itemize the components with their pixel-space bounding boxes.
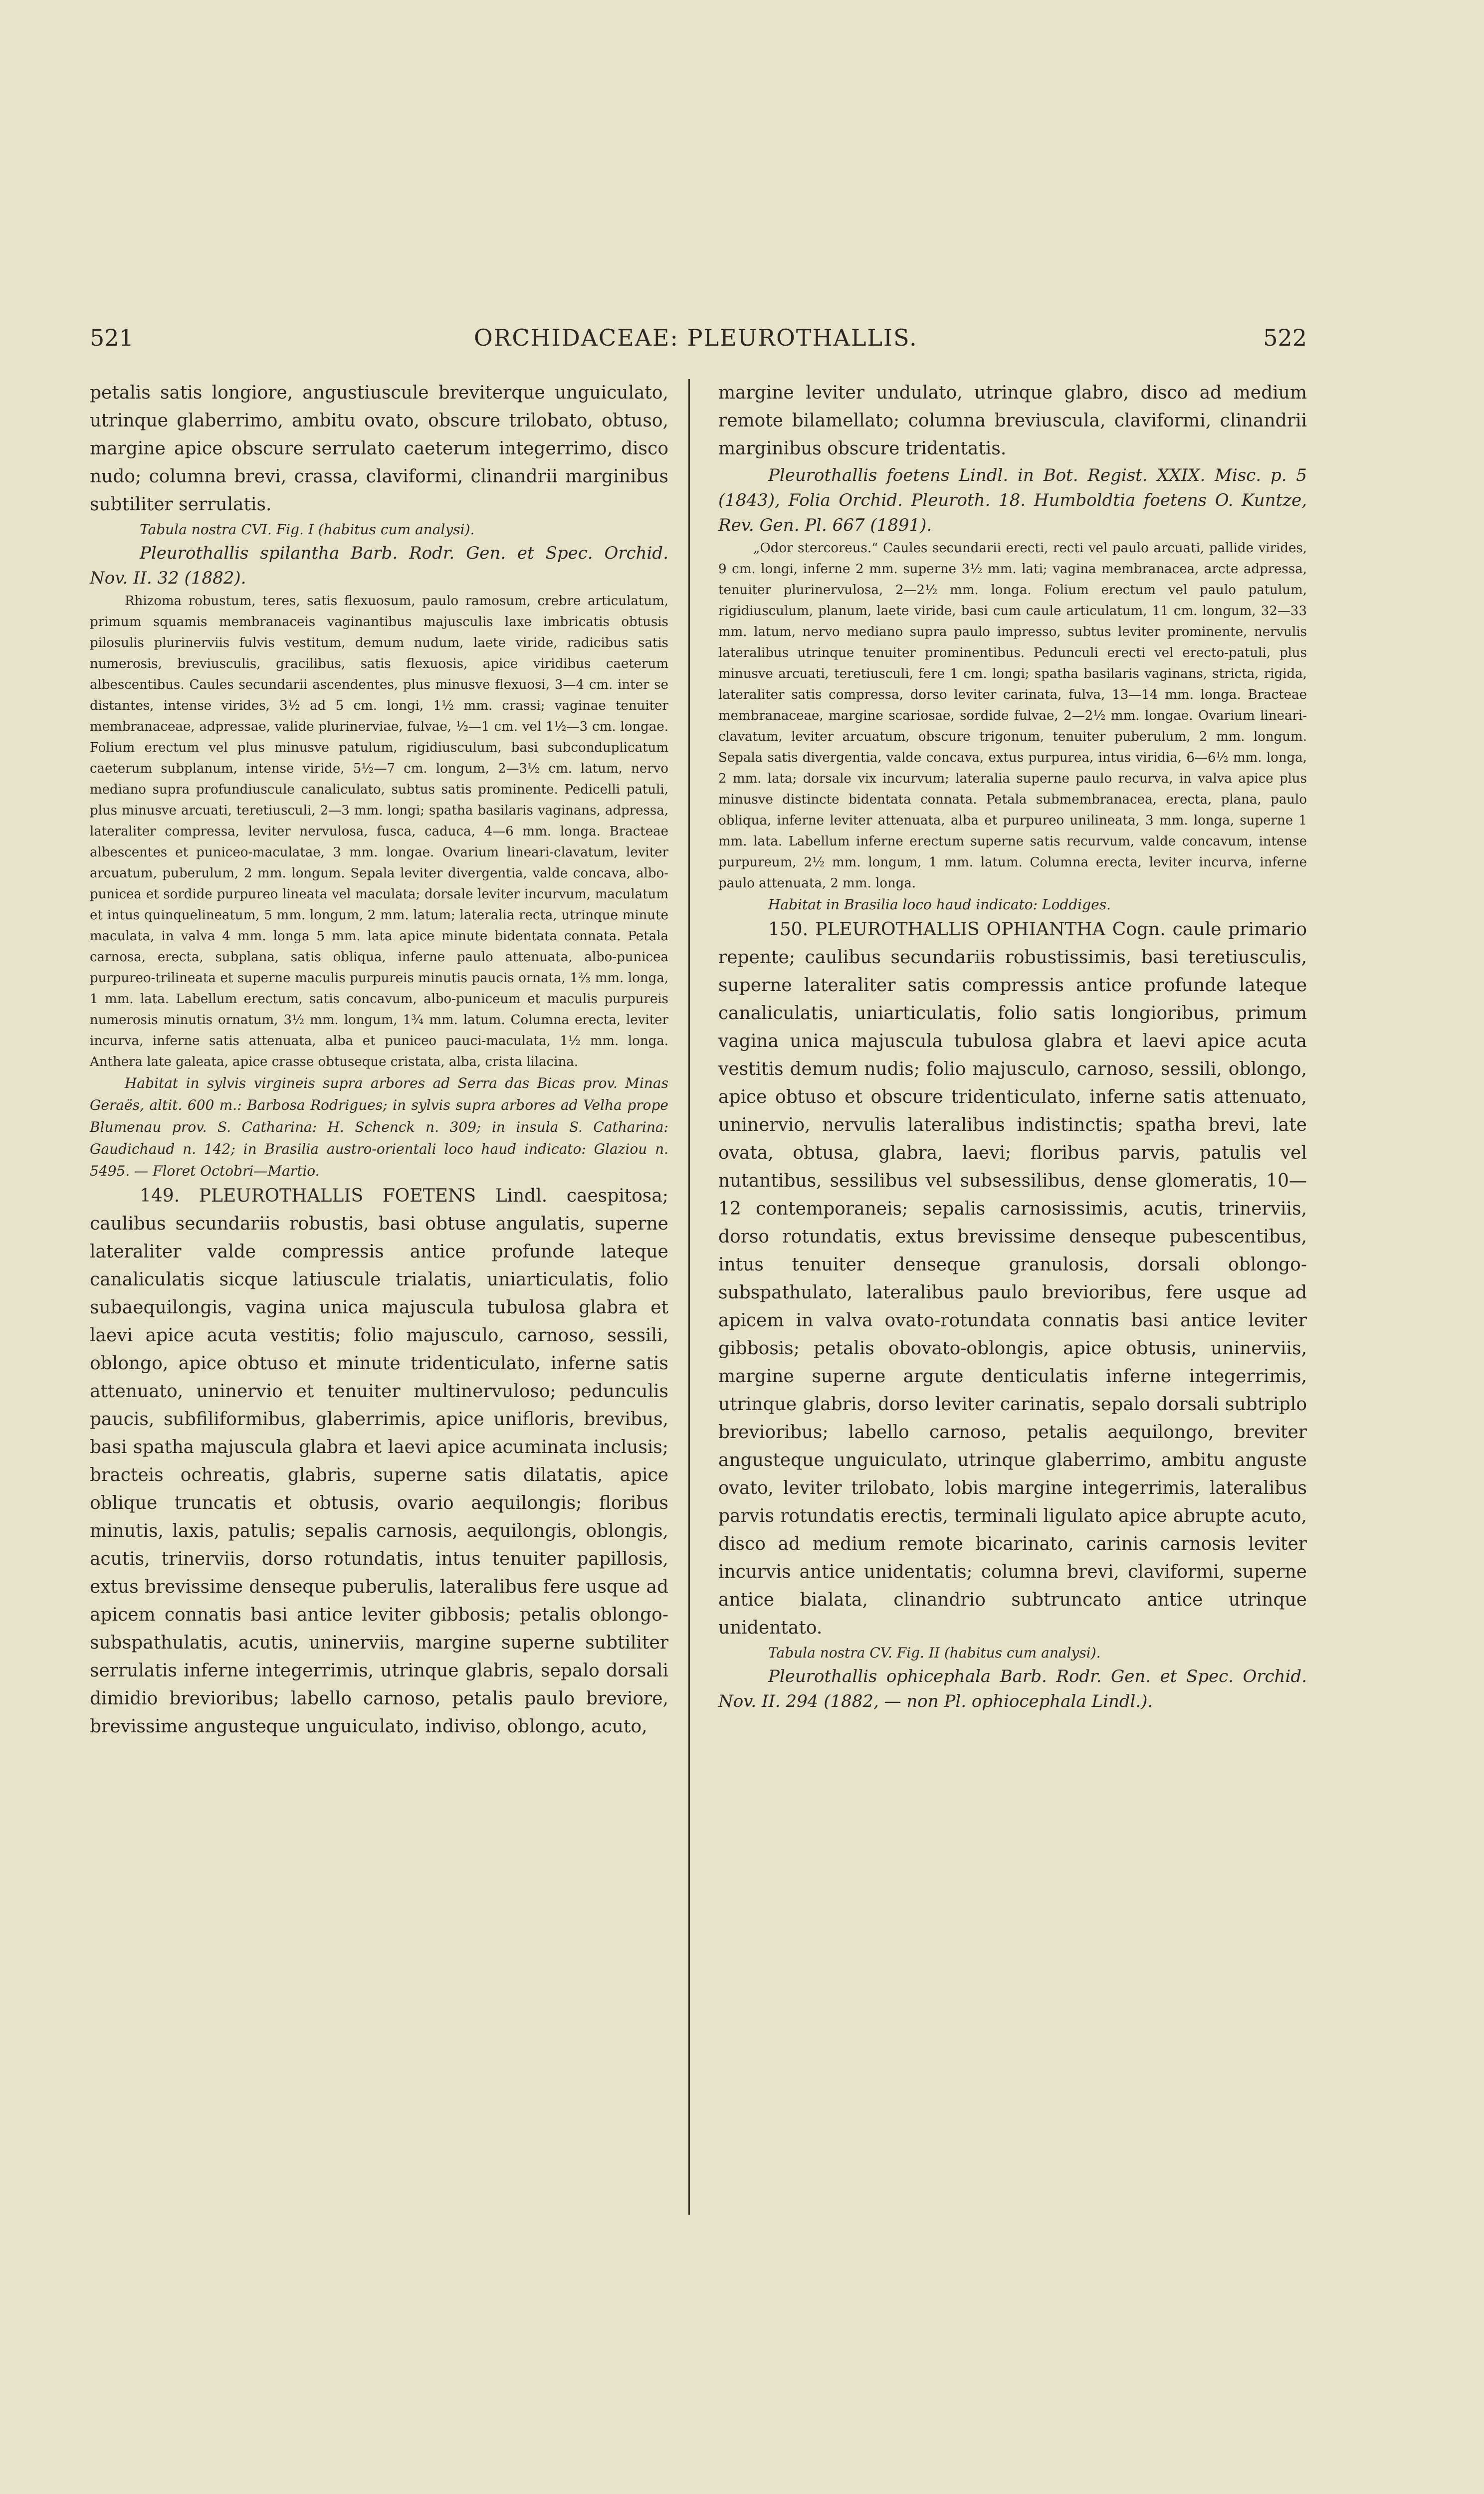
right-habitat: Habitat in Brasilia loco haud indicato: Loddiges.: [768, 896, 1111, 913]
page-header: [90, 324, 1307, 364]
running-title: ORCHIDACEAE: PLEUROTHALLIS.: [474, 324, 918, 351]
left-continued-paragraph: petalis satis longiore, angustiuscule breviterque unguiculato, utrinque glaberrimo, ambitu ovato, obscure trilobato, obtuso, margine apice obscure serrulato caeterum integerrimo, disco nudo; columna brevi, crassa, claviformi, clinandrii marginibus subtiliter serrulatis.: [90, 383, 668, 515]
right-continued-paragraph: margine leviter undulato, utrinque glabro, disco ad medium remote bilamellato; columna breviuscula, claviformi, clinandrii marginibus obscure tridentatis.: [718, 383, 1307, 459]
left-habitat: Habitat in sylvis virgineis supra arbores ad Serra das Bicas prov. Minas Geraës, altit. 600 m.: Barbosa Rodrigues; in sylvis supra arbores ad Velha prope Blumenau prov. S. Catharina: H. Schenck n. 309; in insula S. Catharina: Gaudichaud n. 142; in Brasilia austro-orientali loco haud indicato: Glaziou n. 5495. — Floret Octobri—Martio.: [90, 1075, 668, 1179]
right-description: „Odor stercoreus.“ Caules secundarii erecti, recti vel paulo arcuati, pallide virides, 9 cm. longi, inferne 2 mm. superne 3½ mm. lati; vagina membranacea, arcte adpressa, tenuiter plurinervulosa, 2—2½ mm. longa. Folium erectum vel paulo patulum, rigidiusculum, planum, laete viride, basi cum caule articulatum, 11 cm. longum, 32—33 mm. latum, nervo mediano supra paulo impresso, subtus leviter prominente, nervulis lateralibus utrinque tenuiter prominentibus. Pedunculi erecti vel erecto-patuli, plus minusve arcuati, teretiusculi, fere 1 cm. longi; spatha basilaris vaginans, stricta, rigida, lateraliter satis compressa, dorso leviter carinata, fulva, 13—14 mm. longa. Bracteae membranaceae, margine scariosae, sordide fulvae, 2—2½ mm. longae. Ovarium lineari-clavatum, leviter arcuatum, obscure trigonum, tenuiter puberulum, 2 mm. longum. Sepala satis divergentia, valde concava, extus purpurea, intus viridia, 6—6½ mm. longa, 2 mm. lata; dorsale vix incurvum; lateralia superne paulo recurva, in valva apice plus minusve distincte bidentata connata. Petala submembranacea, erecta, plana, paulo obliqua, inferne leviter attenuata, alba et purpureo unilineata, 3 mm. longa, superne 1 mm. lata. Labellum inferne erectum superne satis recurvum, valde concavum, intense purpureum, 2½ mm. longum, 1 mm. latum. Columna erecta, leviter incurva, inferne paulo attenuata, 2 mm. longa.: [718, 541, 1307, 891]
right-tabula-reference: Tabula nostra CV. Fig. II (habitus cum analysi).: [768, 1645, 1101, 1661]
page-number-left: 521: [90, 324, 134, 351]
left-tabula-reference: Tabula nostra CVI. Fig. I (habitus cum analysi).: [140, 521, 475, 538]
left-synonym: Pleurothallis spilantha Barb. Rodr. Gen. et Spec. Orchid. Nov. II. 32 (1882).: [90, 543, 668, 588]
species-149-diagnosis: 149. PLEUROTHALLIS FOETENS Lindl. caespitosa; caulibus secundariis robustis, basi obtuse angulatis, superne lateraliter valde compressis antice profunde lateque canaliculatis sicque latiuscule trialatis, uniarticulatis, folio subaequilongis, vagina unica majuscula tubulosa glabra et laevi apice acuta vestitis; folio majusculo, carnoso, sessili, oblongo, apice obtuso et minute tridenticulato, inferne satis attenuato, uninervio et tenuiter multinervuloso; pedunculis paucis, subfiliformibus, glaberrimis, apice unifloris, brevibus, basi spatha majuscula glabra et laevi apice acuminata inclusis; bracteis ochreatis, glabris, superne satis dilatatis, apice oblique truncatis et obtusis, ovario aequilongis; floribus minutis, laxis, patulis; sepalis carnosis, aequilongis, oblongis, acutis, trinerviis, dorso rotundatis, intus tenuiter papillosis, extus brevissime denseque puberulis, lateralibus fere usque ad apicem connatis basi antice leviter gibbosis; petalis oblongo-subspathulatis, acutis, uninerviis, margine superne subtiliter serrulatis inferne integerrimis, utrinque glabris, sepalo dorsali dimidio brevioribus; labello carnoso, petalis paulo breviore, brevissime angusteque unguiculato, indiviso, oblongo, acuto,: [90, 1186, 668, 1737]
column-divider: [688, 379, 690, 2215]
right-column: [718, 379, 1307, 1714]
species-150-diagnosis: 150. PLEUROTHALLIS OPHIANTHA Cogn. caule primario repente; caulibus secundariis robustissimis, basi teretiusculis, superne lateraliter satis compressis antice profunde lateque canaliculatis, uniarticulatis, folio satis longioribus, primum vagina unica majuscula tubulosa glabra et laevi apice acuta vestitis demum nudis; folio majusculo, carnoso, sessili, oblongo, apice obtuso et obscure tridenticulato, inferne satis attenuato, uninervio, nervulis lateralibus indistinctis; spatha brevi, late ovata, obtusa, glabra, laevi; floribus parvis, patulis vel nutantibus, sessilibus vel subsessilibus, dense glomeratis, 10—12 contemporaneis; sepalis carnosissimis, acutis, trinerviis, dorso rotundatis, extus brevissime denseque pubescentibus, intus tenuiter denseque granulosis, dorsali oblongo-subspathulato, lateralibus paulo brevioribus, fere usque ad apicem in valva ovato-rotundata connatis basi antice leviter gibbosis; petalis obovato-oblongis, apice obtusis, uninerviis, margine superne argute denticulatis inferne integerrimis, utrinque glabris, dorso leviter carinatis, sepalo dorsali subtriplo brevioribus; labello carnoso, petalis aequilongo, breviter angusteque unguiculato, utrinque glaberrimo, ambitu anguste ovato, leviter trilobato, lobis margine integerrimis, lateralibus parvis rotundatis erectis, terminali ligulato apice abrupte acuto, disco ad medium remote bicarinato, carinis carnosis leviter incurvis antice unidentatis; columna brevi, claviformi, superne antice bialata, clinandrio subtruncato antice utrinque unidentato.: [718, 919, 1307, 1638]
left-description: Rhizoma robustum, teres, satis flexuosum, paulo ramosum, crebre articulatum, primum squamis membranaceis vaginantibus majusculis laxe imbricatis obtusis pilosulis plurinerviis fulvis vestitum, demum nudum, laete viride, radicibus satis numerosis, breviusculis, gracilibus, satis flexuosis, apice viridibus caeterum albescentibus. Caules secundarii ascendentes, plus minusve flexuosi, 3—4 cm. inter se distantes, intense virides, 3½ ad 5 cm. longi, 1½ mm. crassi; vaginae tenuiter membranaceae, adpressae, valide plurinerviae, fulvae, ½—1 cm. vel 1½—3 cm. longae. Folium erectum vel plus minusve patulum, rigidiusculum, basi subconduplicatum caeterum subplanum, intense viride, 5½—7 cm. longum, 2—3½ cm. latum, nervo mediano supra profundiuscule canaliculato, subtus satis prominente. Pedicelli patuli, plus minusve arcuati, teretiusculi, 2—3 mm. longi; spatha basilaris vaginans, adpressa, lateraliter compressa, leviter nervulosa, fusca, caduca, 4—6 mm. longa. Bracteae albescentes et puniceo-maculatae, 3 mm. longae. Ovarium lineari-clavatum, leviter arcuatum, puberulum, 2 mm. longum. Sepala leviter divergentia, valde concava, albo-punicea et sordide purpureo lineata vel maculata; dorsale leviter incurvum, maculatum et intus quinquelineatum, 5 mm. longum, 2 mm. latum; lateralia recta, utrinque minute maculata, in valva 4 mm. longa 5 mm. lata apice minute bidentata connata. Petala carnosa, erecta, subplana, satis obliqua, inferne paulo attenuata, albo-punicea purpureo-trilineata et superne maculis purpureis minutis paucis ornata, 1⅔ mm. longa, 1 mm. lata. Labellum erectum, satis concavum, albo-puniceum et maculis purpureis numerosis minutis ornatum, 3½ mm. longum, 1¾ mm. latum. Columna erecta, leviter incurva, inferne satis attenuata, alba et puniceo pauci-maculata, 1½ mm. longa. Anthera late galeata, apice crasse obtuseque cristata, alba, crista lilacina.: [90, 594, 668, 1069]
right-synonyms: Pleurothallis foetens Lindl. in Bot. Regist. XXIX. Misc. p. 5 (1843), Folia Orchid. Pleuroth. 18. Humboldtia foetens O. Kuntze, Rev. Gen. Pl. 667 (1891).: [718, 465, 1307, 535]
left-column: [90, 379, 668, 1741]
right-synonym: Pleurothallis ophicephala Barb. Rodr. Gen. et Spec. Orchid. Nov. II. 294 (1882, — non Pl. ophiocephala Lindl.).: [718, 1666, 1307, 1711]
page-number-right: 522: [1263, 324, 1307, 351]
